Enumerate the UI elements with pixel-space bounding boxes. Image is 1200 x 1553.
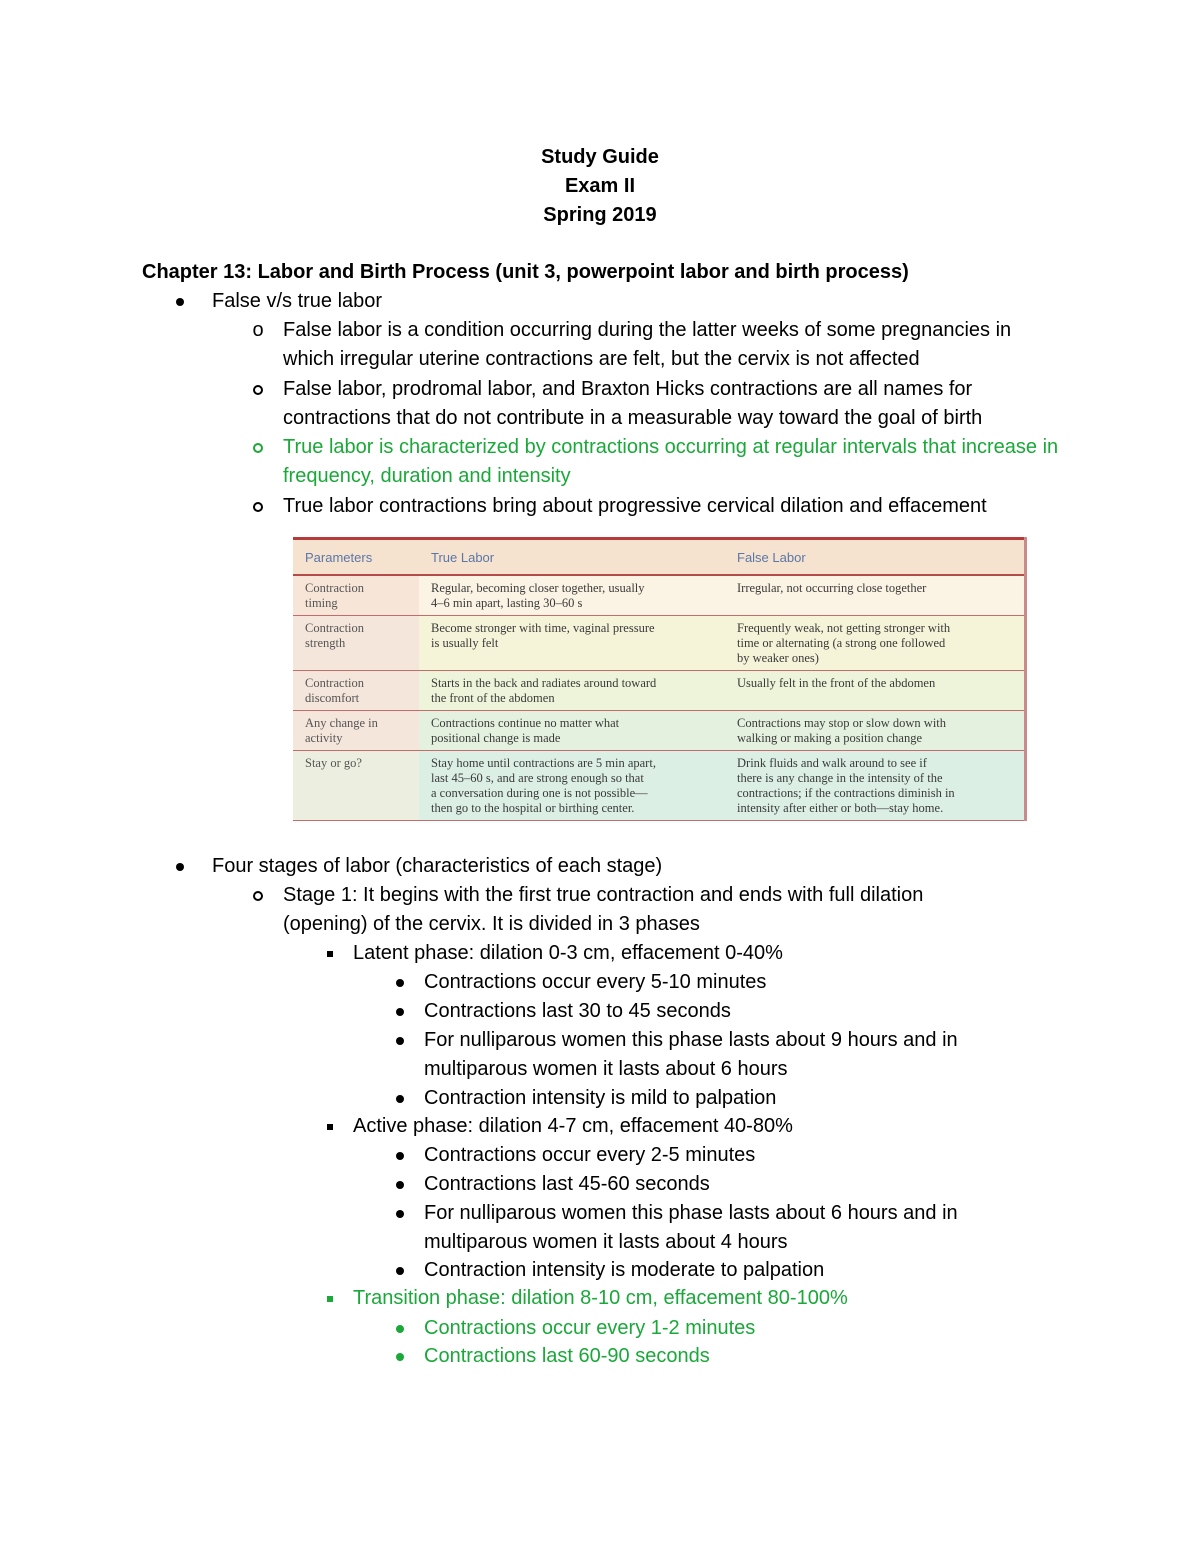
- bullet-icon: [246, 433, 270, 462]
- list-item-text: Contractions occur every 5-10 minutes: [424, 971, 767, 993]
- bullet-icon: [246, 375, 270, 404]
- title-block: [0, 143, 1200, 230]
- list-item-text: Contraction intensity is moderate to palpation: [424, 1259, 825, 1281]
- chapter-heading: Chapter 13: Labor and Birth Process (unit 3, powerpoint labor and birth process): [142, 261, 909, 283]
- list-item: [212, 287, 1112, 316]
- list-item: [353, 1284, 1053, 1313]
- bullet-icon: [246, 881, 270, 910]
- list-item: [424, 1170, 1044, 1199]
- list-item: [424, 1199, 1024, 1257]
- bullet-icon: [388, 1314, 412, 1343]
- list-item: [424, 997, 1044, 1026]
- list-item: [212, 852, 1112, 881]
- bullet-icon: [388, 1342, 412, 1371]
- bullet-icon: [246, 492, 270, 521]
- bullet-icon: [168, 852, 192, 881]
- table-cell: Contractions continue no matter what positional change is made: [431, 716, 620, 745]
- bullet-icon: [388, 1084, 412, 1113]
- table-cell: Starts in the back and radiates around toward the front of the abdomen: [431, 676, 657, 705]
- bullet-icon: [388, 968, 412, 997]
- list-item-text: True labor is characterized by contractions occurring at regular intervals that increase in frequency, duration and intensity: [283, 436, 1059, 487]
- list-item-text: Contractions last 45-60 seconds: [424, 1173, 710, 1195]
- list-item-text: Contractions occur every 2-5 minutes: [424, 1144, 756, 1166]
- table-cell: Contraction strength: [305, 621, 365, 650]
- list-item-text: Contraction intensity is mild to palpation: [424, 1087, 777, 1109]
- table-row: [293, 711, 1027, 751]
- bullet-icon: [388, 1170, 412, 1199]
- doc-term: Spring 2019: [543, 204, 657, 226]
- list-item-text: For nulliparous women this phase lasts about 9 hours and in multiparous women it lasts about 6 hours: [424, 1029, 958, 1080]
- list-item: [283, 492, 1083, 521]
- table-edge: [1024, 537, 1027, 821]
- list-item: [424, 1141, 1044, 1170]
- list-item-text: False labor is a condition occurring during the latter weeks of some pregnancies in which irregular uterine contractions are felt, but the cervix is not affected: [283, 319, 1012, 370]
- list-item-text: Transition phase: dilation 8-10 cm, effacement 80-100%: [353, 1287, 848, 1309]
- list-item: [283, 375, 1063, 433]
- list-item-text: For nulliparous women this phase lasts about 6 hours and in multiparous women it lasts about 4 hours: [424, 1202, 958, 1253]
- bullet-icon: [318, 1284, 342, 1313]
- bullet-icon: [388, 1199, 412, 1228]
- bullet-icon: [388, 997, 412, 1026]
- table-header-row: [293, 539, 1027, 576]
- table-cell: Frequently weak, not getting stronger with time or alternating (a strong one followed by weaker ones): [737, 621, 951, 665]
- list-item-text: False v/s true labor: [212, 290, 383, 312]
- table-row: [293, 616, 1027, 671]
- table-cell: Drink fluids and walk around to see if there is any change in the intensity of the contractions; if the contractions diminish in intensity after either or both—stay home.: [737, 756, 955, 815]
- labor-comparison-table: [293, 537, 1027, 821]
- bullet-icon: [318, 1112, 342, 1141]
- list-item-text: Contractions last 60-90 seconds: [424, 1345, 710, 1367]
- list-item-text: False labor, prodromal labor, and Braxton Hicks contractions are all names for contractions that do not contribute in a measurable way toward the goal of birth: [283, 378, 983, 429]
- table-header: False Labor: [725, 539, 1027, 576]
- list-item: [424, 1026, 1024, 1084]
- bullet-icon: [388, 1256, 412, 1285]
- bullet-icon: [318, 939, 342, 968]
- table-cell: Irregular, not occurring close together: [737, 581, 927, 595]
- table-header: Parameters: [293, 539, 419, 576]
- table-row: [293, 751, 1027, 821]
- bullet-icon: [388, 1141, 412, 1170]
- list-item-text: Active phase: dilation 4-7 cm, effacement 40-80%: [353, 1115, 793, 1137]
- list-item: [353, 1112, 1053, 1141]
- list-item: [424, 968, 1044, 997]
- table-cell: Usually felt in the front of the abdomen: [737, 676, 936, 690]
- bullet-icon: [168, 287, 192, 316]
- list-item: [283, 881, 1013, 939]
- table-header: True Labor: [419, 539, 725, 576]
- doc-exam: Exam II: [564, 175, 636, 197]
- list-item: [283, 433, 1063, 491]
- list-item-text: Contractions occur every 1-2 minutes: [424, 1317, 756, 1339]
- list-item: [424, 1342, 1044, 1371]
- bullet-icon: [388, 1026, 412, 1055]
- list-item: [424, 1314, 1044, 1343]
- list-item-text: Contractions last 30 to 45 seconds: [424, 1000, 731, 1022]
- table-row: [293, 671, 1027, 711]
- table-cell: Any change in activity: [305, 716, 378, 745]
- list-item-text: Latent phase: dilation 0-3 cm, effacement 0-40%: [353, 942, 783, 964]
- table-cell: Contractions may stop or slow down with walking or making a position change: [737, 716, 947, 745]
- doc-title: Study Guide: [541, 146, 659, 168]
- list-item-text: Stage 1: It begins with the first true contraction and ends with full dilation (opening) of the cervix. It is divided in 3 phases: [283, 884, 924, 935]
- list-item-text: Four stages of labor (characteristics of each stage): [212, 855, 663, 877]
- table-cell: Stay or go?: [305, 756, 362, 770]
- table-cell: Contraction discomfort: [305, 676, 365, 705]
- table-cell: Contraction timing: [305, 581, 365, 610]
- list-item: [424, 1256, 1044, 1285]
- table-cell: Stay home until contractions are 5 min apart, last 45–60 s, and are strong enough so that a conversation during one is not possible— then go to the hospital or birthing center.: [431, 756, 656, 815]
- list-item: [424, 1084, 1044, 1113]
- table-cell: Become stronger with time, vaginal pressure is usually felt: [431, 621, 655, 650]
- table-row: [293, 575, 1027, 616]
- bullet-icon: o: [252, 319, 264, 341]
- list-item-text: True labor contractions bring about progressive cervical dilation and effacement: [283, 495, 987, 517]
- table-cell: Regular, becoming closer together, usually 4–6 min apart, lasting 30–60 s: [431, 581, 645, 610]
- list-item: [353, 939, 1053, 968]
- list-item: [252, 316, 1063, 374]
